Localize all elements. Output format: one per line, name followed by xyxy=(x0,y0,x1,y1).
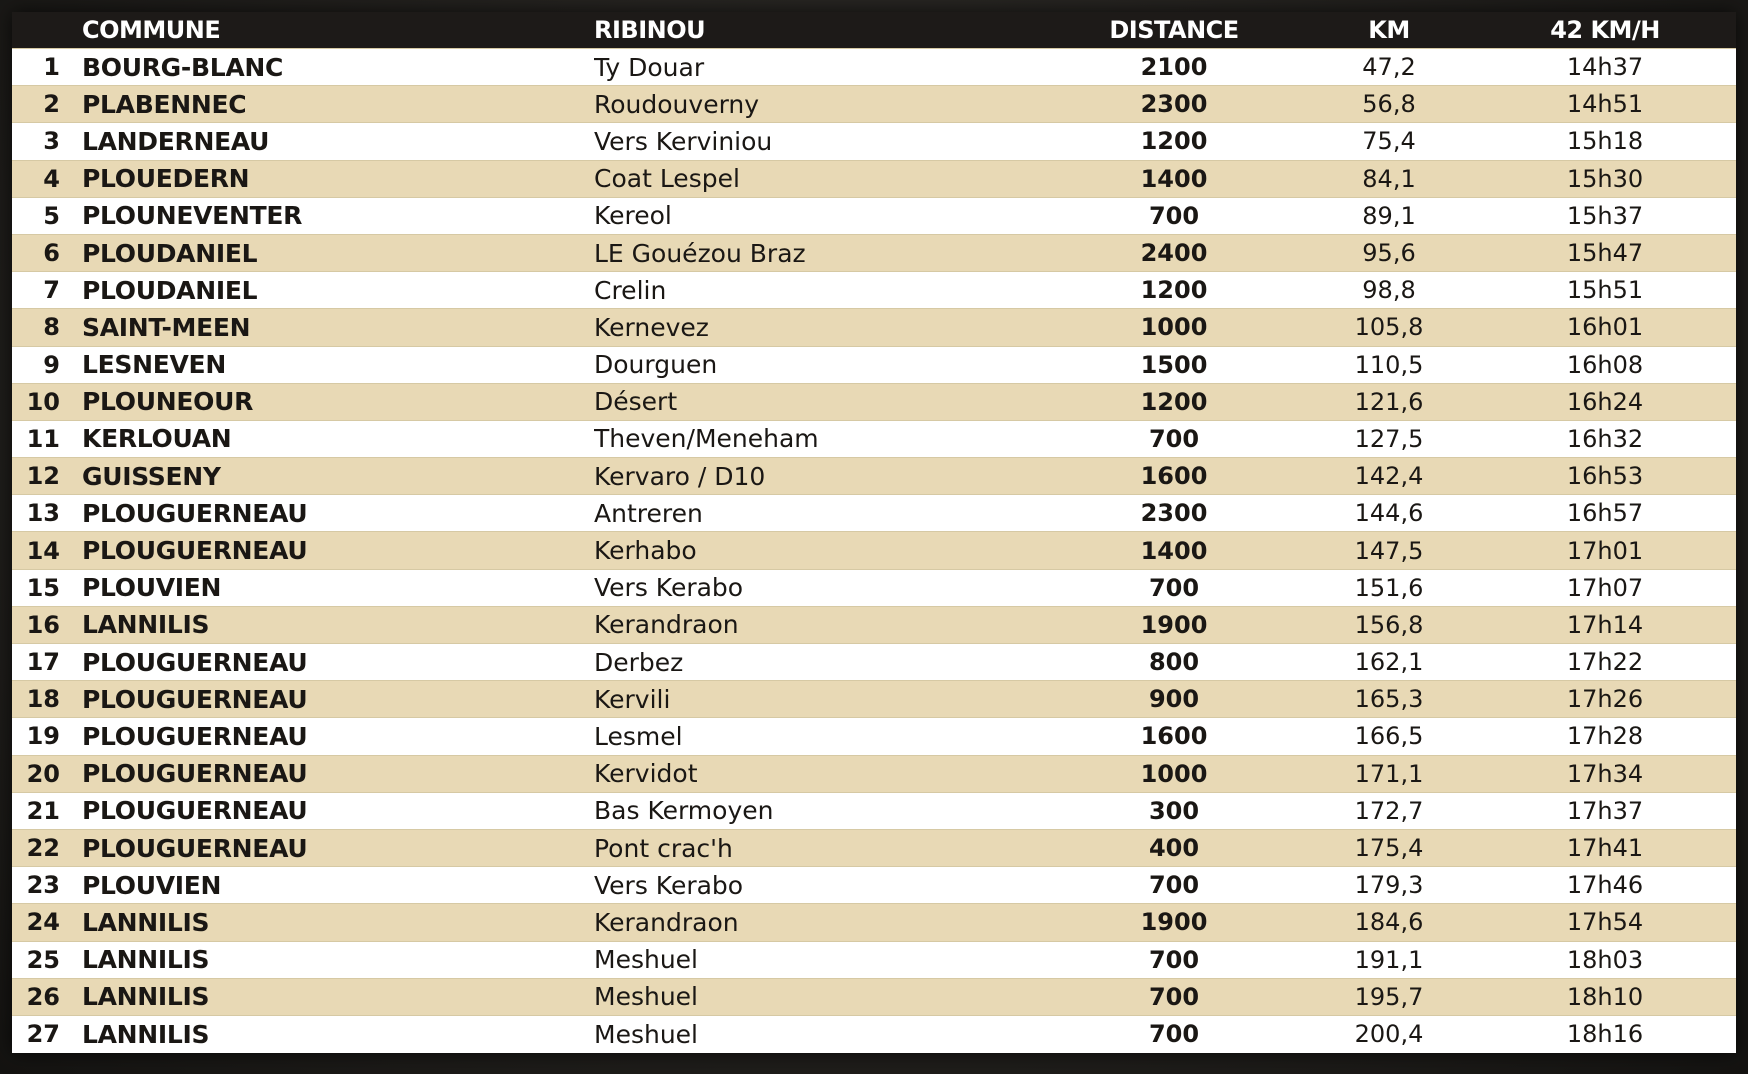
time-cell: 16h01 xyxy=(1494,309,1736,346)
ribinou-cell: Crelin xyxy=(594,272,1064,309)
time-cell: 17h26 xyxy=(1494,681,1736,718)
ribinou-cell: Derbez xyxy=(594,644,1064,681)
time-cell: 18h16 xyxy=(1494,1015,1736,1052)
distance-cell: 2300 xyxy=(1064,86,1284,123)
table-row xyxy=(12,606,1736,643)
table-row xyxy=(12,867,1736,904)
table-row xyxy=(12,197,1736,234)
commune-cell: PLOUGUERNEAU xyxy=(68,681,594,718)
header-commune: COMMUNE xyxy=(82,16,221,44)
time-cell: 14h37 xyxy=(1494,49,1736,86)
ribinou-cell: Kereol xyxy=(594,197,1064,234)
commune-cell: PLOUEDERN xyxy=(68,160,594,197)
route-table-sheet xyxy=(12,12,1736,1053)
ribinou-cell: Meshuel xyxy=(594,978,1064,1015)
commune-cell: LANNILIS xyxy=(68,904,594,941)
km-cell: 147,5 xyxy=(1284,532,1494,569)
ribinou-route-table xyxy=(12,12,1736,1053)
km-cell: 47,2 xyxy=(1284,49,1494,86)
km-cell: 127,5 xyxy=(1284,420,1494,457)
ribinou-cell: Pont crac'h xyxy=(594,829,1064,866)
ribinou-cell: Dourguen xyxy=(594,346,1064,383)
ribinou-cell: Theven/Meneham xyxy=(594,420,1064,457)
commune-cell: LANNILIS xyxy=(68,978,594,1015)
commune-cell: PLOUDANIEL xyxy=(68,272,594,309)
table-row xyxy=(12,532,1736,569)
table-row xyxy=(12,718,1736,755)
km-cell: 195,7 xyxy=(1284,978,1494,1015)
commune-cell: LANNILIS xyxy=(68,606,594,643)
ribinou-cell: Roudouverny xyxy=(594,86,1064,123)
ribinou-cell: Vers Kerabo xyxy=(594,569,1064,606)
distance-cell: 700 xyxy=(1064,941,1284,978)
row-number: 12 xyxy=(12,458,68,495)
distance-cell: 700 xyxy=(1064,1015,1284,1052)
distance-cell: 1600 xyxy=(1064,718,1284,755)
row-number: 6 xyxy=(12,234,68,271)
ribinou-cell: Vers Kerabo xyxy=(594,867,1064,904)
row-number: 26 xyxy=(12,978,68,1015)
row-number: 10 xyxy=(12,383,68,420)
time-cell: 15h18 xyxy=(1494,123,1736,160)
km-cell: 171,1 xyxy=(1284,755,1494,792)
row-number: 20 xyxy=(12,755,68,792)
time-cell: 17h07 xyxy=(1494,569,1736,606)
time-cell: 18h03 xyxy=(1494,941,1736,978)
row-number: 4 xyxy=(12,160,68,197)
time-cell: 17h34 xyxy=(1494,755,1736,792)
header-distance: DISTANCE xyxy=(1109,16,1239,44)
distance-cell: 400 xyxy=(1064,829,1284,866)
time-cell: 15h47 xyxy=(1494,234,1736,271)
header-num xyxy=(12,12,68,49)
table-header xyxy=(12,12,1736,49)
ribinou-cell: LE Gouézou Braz xyxy=(594,234,1064,271)
row-number: 5 xyxy=(12,197,68,234)
km-cell: 142,4 xyxy=(1284,458,1494,495)
time-cell: 17h01 xyxy=(1494,532,1736,569)
distance-cell: 1200 xyxy=(1064,272,1284,309)
distance-cell: 2300 xyxy=(1064,495,1284,532)
ribinou-cell: Kerandraon xyxy=(594,606,1064,643)
km-cell: 144,6 xyxy=(1284,495,1494,532)
time-cell: 15h37 xyxy=(1494,197,1736,234)
distance-cell: 1200 xyxy=(1064,383,1284,420)
time-cell: 14h51 xyxy=(1494,86,1736,123)
row-number: 13 xyxy=(12,495,68,532)
km-cell: 166,5 xyxy=(1284,718,1494,755)
row-number: 2 xyxy=(12,86,68,123)
km-cell: 75,4 xyxy=(1284,123,1494,160)
km-cell: 56,8 xyxy=(1284,86,1494,123)
km-cell: 89,1 xyxy=(1284,197,1494,234)
commune-cell: PLOUGUERNEAU xyxy=(68,718,594,755)
ribinou-cell: Kernevez xyxy=(594,309,1064,346)
table-row xyxy=(12,86,1736,123)
distance-cell: 1200 xyxy=(1064,123,1284,160)
commune-cell: PLABENNEC xyxy=(68,86,594,123)
time-cell: 17h54 xyxy=(1494,904,1736,941)
distance-cell: 700 xyxy=(1064,978,1284,1015)
row-number: 14 xyxy=(12,532,68,569)
km-cell: 84,1 xyxy=(1284,160,1494,197)
ribinou-cell: Kerhabo xyxy=(594,532,1064,569)
ribinou-cell: Antreren xyxy=(594,495,1064,532)
time-cell: 16h32 xyxy=(1494,420,1736,457)
commune-cell: PLOUGUERNEAU xyxy=(68,792,594,829)
distance-cell: 1600 xyxy=(1064,458,1284,495)
row-number: 15 xyxy=(12,569,68,606)
commune-cell: PLOUVIEN xyxy=(68,569,594,606)
row-number: 23 xyxy=(12,867,68,904)
ribinou-cell: Vers Kerviniou xyxy=(594,123,1064,160)
distance-cell: 900 xyxy=(1064,681,1284,718)
commune-cell: SAINT-MEEN xyxy=(68,309,594,346)
distance-cell: 2400 xyxy=(1064,234,1284,271)
km-cell: 184,6 xyxy=(1284,904,1494,941)
time-cell: 15h51 xyxy=(1494,272,1736,309)
km-cell: 98,8 xyxy=(1284,272,1494,309)
km-cell: 162,1 xyxy=(1284,644,1494,681)
time-cell: 16h57 xyxy=(1494,495,1736,532)
time-cell: 18h10 xyxy=(1494,978,1736,1015)
commune-cell: PLOUGUERNEAU xyxy=(68,755,594,792)
km-cell: 110,5 xyxy=(1284,346,1494,383)
table-row xyxy=(12,234,1736,271)
row-number: 18 xyxy=(12,681,68,718)
distance-cell: 700 xyxy=(1064,867,1284,904)
distance-cell: 700 xyxy=(1064,569,1284,606)
table-row xyxy=(12,49,1736,86)
km-cell: 151,6 xyxy=(1284,569,1494,606)
commune-cell: BOURG-BLANC xyxy=(68,49,594,86)
ribinou-cell: Coat Lespel xyxy=(594,160,1064,197)
ribinou-cell: Meshuel xyxy=(594,1015,1064,1052)
time-cell: 17h22 xyxy=(1494,644,1736,681)
km-cell: 179,3 xyxy=(1284,867,1494,904)
km-cell: 175,4 xyxy=(1284,829,1494,866)
distance-cell: 700 xyxy=(1064,420,1284,457)
commune-cell: PLOUVIEN xyxy=(68,867,594,904)
ribinou-cell: Kervaro / D10 xyxy=(594,458,1064,495)
table-row xyxy=(12,495,1736,532)
table-row xyxy=(12,1015,1736,1052)
time-cell: 17h41 xyxy=(1494,829,1736,866)
time-cell: 17h28 xyxy=(1494,718,1736,755)
distance-cell: 1400 xyxy=(1064,160,1284,197)
header-ribinou: RIBINOU xyxy=(594,16,706,44)
row-number: 3 xyxy=(12,123,68,160)
commune-cell: LANNILIS xyxy=(68,941,594,978)
table-row xyxy=(12,569,1736,606)
table-row xyxy=(12,346,1736,383)
table-row xyxy=(12,123,1736,160)
ribinou-cell: Ty Douar xyxy=(594,49,1064,86)
table-row xyxy=(12,272,1736,309)
distance-cell: 1900 xyxy=(1064,904,1284,941)
table-row xyxy=(12,755,1736,792)
row-number: 17 xyxy=(12,644,68,681)
commune-cell: LANNILIS xyxy=(68,1015,594,1052)
table-body xyxy=(12,49,1736,1053)
commune-cell: PLOUNEVENTER xyxy=(68,197,594,234)
row-number: 16 xyxy=(12,606,68,643)
ribinou-cell: Kerandraon xyxy=(594,904,1064,941)
row-number: 24 xyxy=(12,904,68,941)
distance-cell: 800 xyxy=(1064,644,1284,681)
row-number: 7 xyxy=(12,272,68,309)
distance-cell: 2100 xyxy=(1064,49,1284,86)
table-row xyxy=(12,420,1736,457)
ribinou-cell: Lesmel xyxy=(594,718,1064,755)
commune-cell: PLOUGUERNEAU xyxy=(68,829,594,866)
km-cell: 121,6 xyxy=(1284,383,1494,420)
commune-cell: PLOUGUERNEAU xyxy=(68,495,594,532)
table-row xyxy=(12,904,1736,941)
distance-cell: 1000 xyxy=(1064,755,1284,792)
table-row xyxy=(12,829,1736,866)
row-number: 21 xyxy=(12,792,68,829)
ribinou-cell: Désert xyxy=(594,383,1064,420)
row-number: 1 xyxy=(12,49,68,86)
time-cell: 17h37 xyxy=(1494,792,1736,829)
km-cell: 165,3 xyxy=(1284,681,1494,718)
km-cell: 191,1 xyxy=(1284,941,1494,978)
distance-cell: 1500 xyxy=(1064,346,1284,383)
distance-cell: 1900 xyxy=(1064,606,1284,643)
ribinou-cell: Meshuel xyxy=(594,941,1064,978)
ribinou-cell: Kervili xyxy=(594,681,1064,718)
row-number: 8 xyxy=(12,309,68,346)
ribinou-cell: Kervidot xyxy=(594,755,1064,792)
row-number: 11 xyxy=(12,420,68,457)
time-cell: 17h14 xyxy=(1494,606,1736,643)
km-cell: 156,8 xyxy=(1284,606,1494,643)
distance-cell: 700 xyxy=(1064,197,1284,234)
header-km: KM xyxy=(1368,16,1410,44)
table-row xyxy=(12,458,1736,495)
km-cell: 105,8 xyxy=(1284,309,1494,346)
table-row xyxy=(12,160,1736,197)
table-row xyxy=(12,309,1736,346)
row-number: 25 xyxy=(12,941,68,978)
table-row xyxy=(12,681,1736,718)
row-number: 9 xyxy=(12,346,68,383)
km-cell: 200,4 xyxy=(1284,1015,1494,1052)
table-row xyxy=(12,792,1736,829)
commune-cell: LESNEVEN xyxy=(68,346,594,383)
table-row xyxy=(12,644,1736,681)
distance-cell: 300 xyxy=(1064,792,1284,829)
table-row xyxy=(12,383,1736,420)
commune-cell: PLOUDANIEL xyxy=(68,234,594,271)
km-cell: 172,7 xyxy=(1284,792,1494,829)
km-cell: 95,6 xyxy=(1284,234,1494,271)
commune-cell: GUISSENY xyxy=(68,458,594,495)
time-cell: 16h24 xyxy=(1494,383,1736,420)
header-speed: 42 KM/H xyxy=(1550,16,1660,44)
table-row xyxy=(12,941,1736,978)
commune-cell: PLOUGUERNEAU xyxy=(68,532,594,569)
ribinou-cell: Bas Kermoyen xyxy=(594,792,1064,829)
commune-cell: LANDERNEAU xyxy=(68,123,594,160)
time-cell: 15h30 xyxy=(1494,160,1736,197)
commune-cell: PLOUNEOUR xyxy=(68,383,594,420)
time-cell: 16h08 xyxy=(1494,346,1736,383)
row-number: 19 xyxy=(12,718,68,755)
time-cell: 16h53 xyxy=(1494,458,1736,495)
time-cell: 17h46 xyxy=(1494,867,1736,904)
distance-cell: 1000 xyxy=(1064,309,1284,346)
commune-cell: KERLOUAN xyxy=(68,420,594,457)
distance-cell: 1400 xyxy=(1064,532,1284,569)
commune-cell: PLOUGUERNEAU xyxy=(68,644,594,681)
row-number: 27 xyxy=(12,1015,68,1052)
header-row xyxy=(12,12,1736,49)
row-number: 22 xyxy=(12,829,68,866)
table-row xyxy=(12,978,1736,1015)
